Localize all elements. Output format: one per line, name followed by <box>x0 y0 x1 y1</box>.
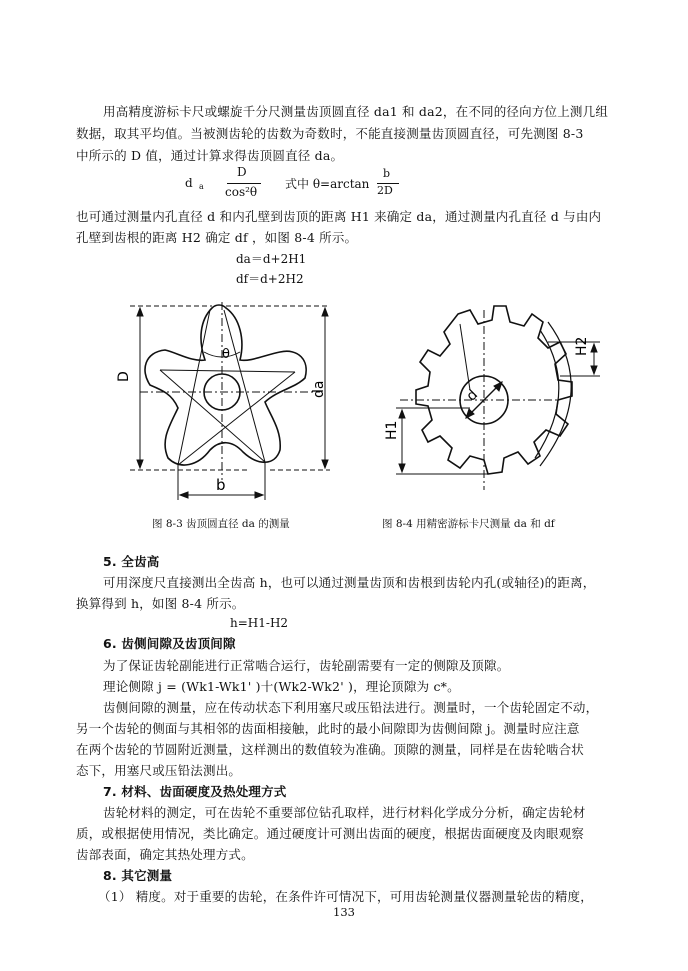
equation-df: df＝d+2H2 <box>236 272 304 286</box>
equation-h: h=H1-H2 <box>230 616 289 630</box>
formula-lhs-sub: a <box>199 182 204 191</box>
intro-line-2: 数据，取其平均值。当被测齿轮的齿数为奇数时，不能直接测量齿顶圆直径，可先测图 8-3 <box>76 126 584 141</box>
s7-heading: 7. 材料、齿面硬度及热处理方式 <box>103 784 287 799</box>
s6-line-1: 为了保证齿轮副能进行正常啮合运行，齿轮副需要有一定的侧隙及顶隙。 <box>103 658 510 673</box>
fig84-label-H1: H1 <box>384 420 400 440</box>
s6-line-3: 齿侧间隙的测量，应在传动状态下利用塞尺或压铅法进行。测量时，一个齿轮固定不动， <box>103 700 599 715</box>
s7-line-2: 质，或根据使用情况，类比确定。通过硬度计可测出齿面的硬度，根据齿面硬度及肉眼观察 <box>76 826 585 841</box>
fig84-construction <box>396 310 600 490</box>
s8-line-1: （1） 精度。对于重要的齿轮，在条件许可情况下，可用齿轮测量仪器测量轮齿的精度， <box>98 889 593 904</box>
formula-frac2-num: b <box>383 167 391 180</box>
page-number: 133 <box>333 905 355 919</box>
fig84-caption: 图 8-4 用精密游标卡尺测量 da 和 df <box>382 518 555 530</box>
fig83-label-b: b <box>216 476 226 494</box>
fig83-label-D: D <box>116 371 132 382</box>
fig83-drawing <box>145 305 306 465</box>
fig83-label-da: da <box>311 380 327 398</box>
figures-area <box>0 290 688 530</box>
intro-line-1: 用高精度游标卡尺或螺旋千分尺测量齿顶圆直径 da1 和 da2，在不同的径向方位上测几组 <box>103 104 609 119</box>
formula-frac2-den: 2D <box>377 184 393 197</box>
fig84-section-arc <box>535 330 559 458</box>
fig83-caption: 图 8-3 齿顶圆直径 da 的测量 <box>152 518 290 530</box>
s6-line-5: 在两个齿轮的节圆附近测量，这样测出的数值较为准确。顶隙的测量，同样是在齿轮啮合状 <box>76 742 585 757</box>
s5-heading: 5. 全齿高 <box>103 554 160 569</box>
formula-fraction-bar <box>227 183 261 184</box>
para2-line-2: 孔壁到齿根的距离 H2 确定 df ，如图 8-4 所示。 <box>76 230 358 245</box>
formula-numerator: D <box>237 165 247 179</box>
s6-line-6: 态下，用塞尺或压铅法测出。 <box>76 763 242 778</box>
s7-line-3: 齿部表面，确定其热处理方式。 <box>76 847 254 862</box>
fig83-construction <box>130 302 330 500</box>
fig83-label-theta: θ <box>222 347 230 362</box>
para2-line-1: 也可通过测量内孔直径 d 和内孔壁到齿顶的距离 H1 来确定 da，通过测量内孔直径 d 与由内 <box>76 209 602 224</box>
s5-line-2: 换算得到 h，如图 8-4 所示。 <box>76 596 245 611</box>
s5-line-1: 可用深度尺直接测出全齿高 h，也可以通过测量齿顶和齿根到齿轮内孔(或轴径)的距离， <box>103 575 596 590</box>
s8-heading: 8. 其它测量 <box>103 868 173 883</box>
formula-denominator: cos²θ <box>225 185 258 199</box>
fig83-gear-outline <box>145 305 306 465</box>
s7-line-1: 齿轮材料的测定，可在齿轮不重要部位钻孔取样，进行材料化学成分分析，确定齿轮材 <box>103 805 586 820</box>
equation-da: da＝d+2H1 <box>236 252 307 266</box>
s6-line-4: 另一个齿轮的侧面与其相邻的齿面相接触，此时的最小间隙即为齿侧间隙 j。测量时应注意 <box>76 721 580 736</box>
formula-mid: 式中 θ=arctan <box>285 177 370 191</box>
fig84-label-H2: H2 <box>574 336 590 356</box>
s6-heading: 6. 齿侧间隙及齿顶间隙 <box>103 636 236 651</box>
formula-lhs: d <box>185 176 193 190</box>
s6-line-2: 理论侧隙 j = (Wk1-Wk1' )十(Wk2-Wk2' )，理论顶隙为 c*。 <box>103 679 460 694</box>
formula-da <box>185 165 415 205</box>
intro-line-3: 中所示的 D 值，通过计算求得齿顶圆直径 da。 <box>76 148 344 163</box>
fig84-label-d: d <box>463 386 482 405</box>
